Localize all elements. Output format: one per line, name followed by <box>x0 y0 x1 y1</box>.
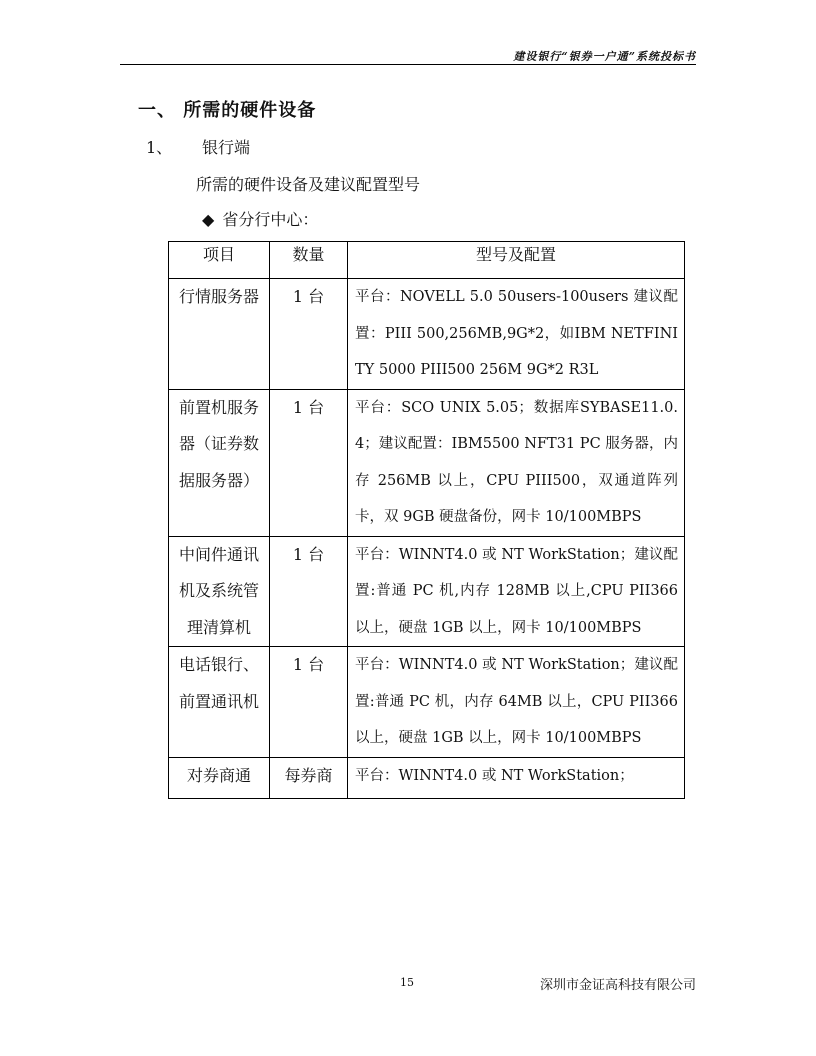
intro-text: 所需的硬件设备及建议配置型号 <box>196 175 421 194</box>
bullet-line <box>202 207 318 230</box>
quantity-cell: 1 台 <box>270 536 348 647</box>
footer-company: 深圳市金证高科技有限公司 <box>539 978 696 993</box>
column-header-config: 型号及配置 <box>348 242 685 279</box>
hardware-table <box>168 241 685 799</box>
config-cell: 平台：NOVELL 5.0 50users-100users 建议配置：PIII 500,256MB,9G*2，如IBM NETFINITY 5000 PIII500 256M 9G*2 R3L <box>348 279 685 390</box>
table-row <box>169 279 685 390</box>
item-cell: 中间件通讯机及系统管理清算机 <box>169 536 270 647</box>
quantity-cell: 1 台 <box>270 647 348 758</box>
quantity-cell: 每券商 <box>270 757 348 798</box>
subsection-heading <box>146 135 250 158</box>
subsection-title: 银行端 <box>202 138 251 157</box>
column-header-quantity: 数量 <box>270 242 348 279</box>
table-row <box>169 757 685 798</box>
config-cell: 平台：SCO UNIX 5.05；数据库SYBASE11.0.4；建议配置：IBM5500 NFT31 PC 服务器，内存 256MB 以上，CPU PIII500，双通道阵列卡，双 9GB 硬盘备份，网卡 10/100MBPS <box>348 389 685 536</box>
config-cell: 平台：WINNT4.0 或 NT WorkStation；建议配置:普通 PC 机,内存 128MB 以上,CPU PII366 以上，硬盘 1GB 以上，网卡 10/100MBPS <box>348 536 685 647</box>
config-cell: 平台：WINNT4.0 或 NT WorkStation； <box>348 757 685 798</box>
section-heading: 一、 所需的硬件设备 <box>138 100 317 121</box>
item-cell: 对券商通 <box>169 757 270 798</box>
page-number: 15 <box>400 976 414 989</box>
quantity-cell: 1 台 <box>270 279 348 390</box>
quantity-cell: 1 台 <box>270 389 348 536</box>
table-row <box>169 389 685 536</box>
table-row <box>169 647 685 758</box>
item-cell: 电话银行、前置通讯机 <box>169 647 270 758</box>
config-cell: 平台：WINNT4.0 或 NT WorkStation；建议配置:普通 PC 机，内存 64MB 以上，CPU PII366 以上，硬盘 1GB 以上，网卡 10/100MBPS <box>348 647 685 758</box>
header-title: 建设银行“银券一户通”系统投标书 <box>513 50 696 63</box>
bullet-text: 省分行中心： <box>222 210 319 229</box>
table-row <box>169 536 685 647</box>
column-header-item: 项目 <box>169 242 270 279</box>
item-cell: 前置机服务器（证券数据服务器） <box>169 389 270 536</box>
item-cell: 行情服务器 <box>169 279 270 390</box>
diamond-bullet-icon: ◆ <box>202 210 215 229</box>
table-header-row <box>169 242 685 279</box>
page-header <box>120 46 696 65</box>
subsection-number: 1、 <box>146 138 173 157</box>
